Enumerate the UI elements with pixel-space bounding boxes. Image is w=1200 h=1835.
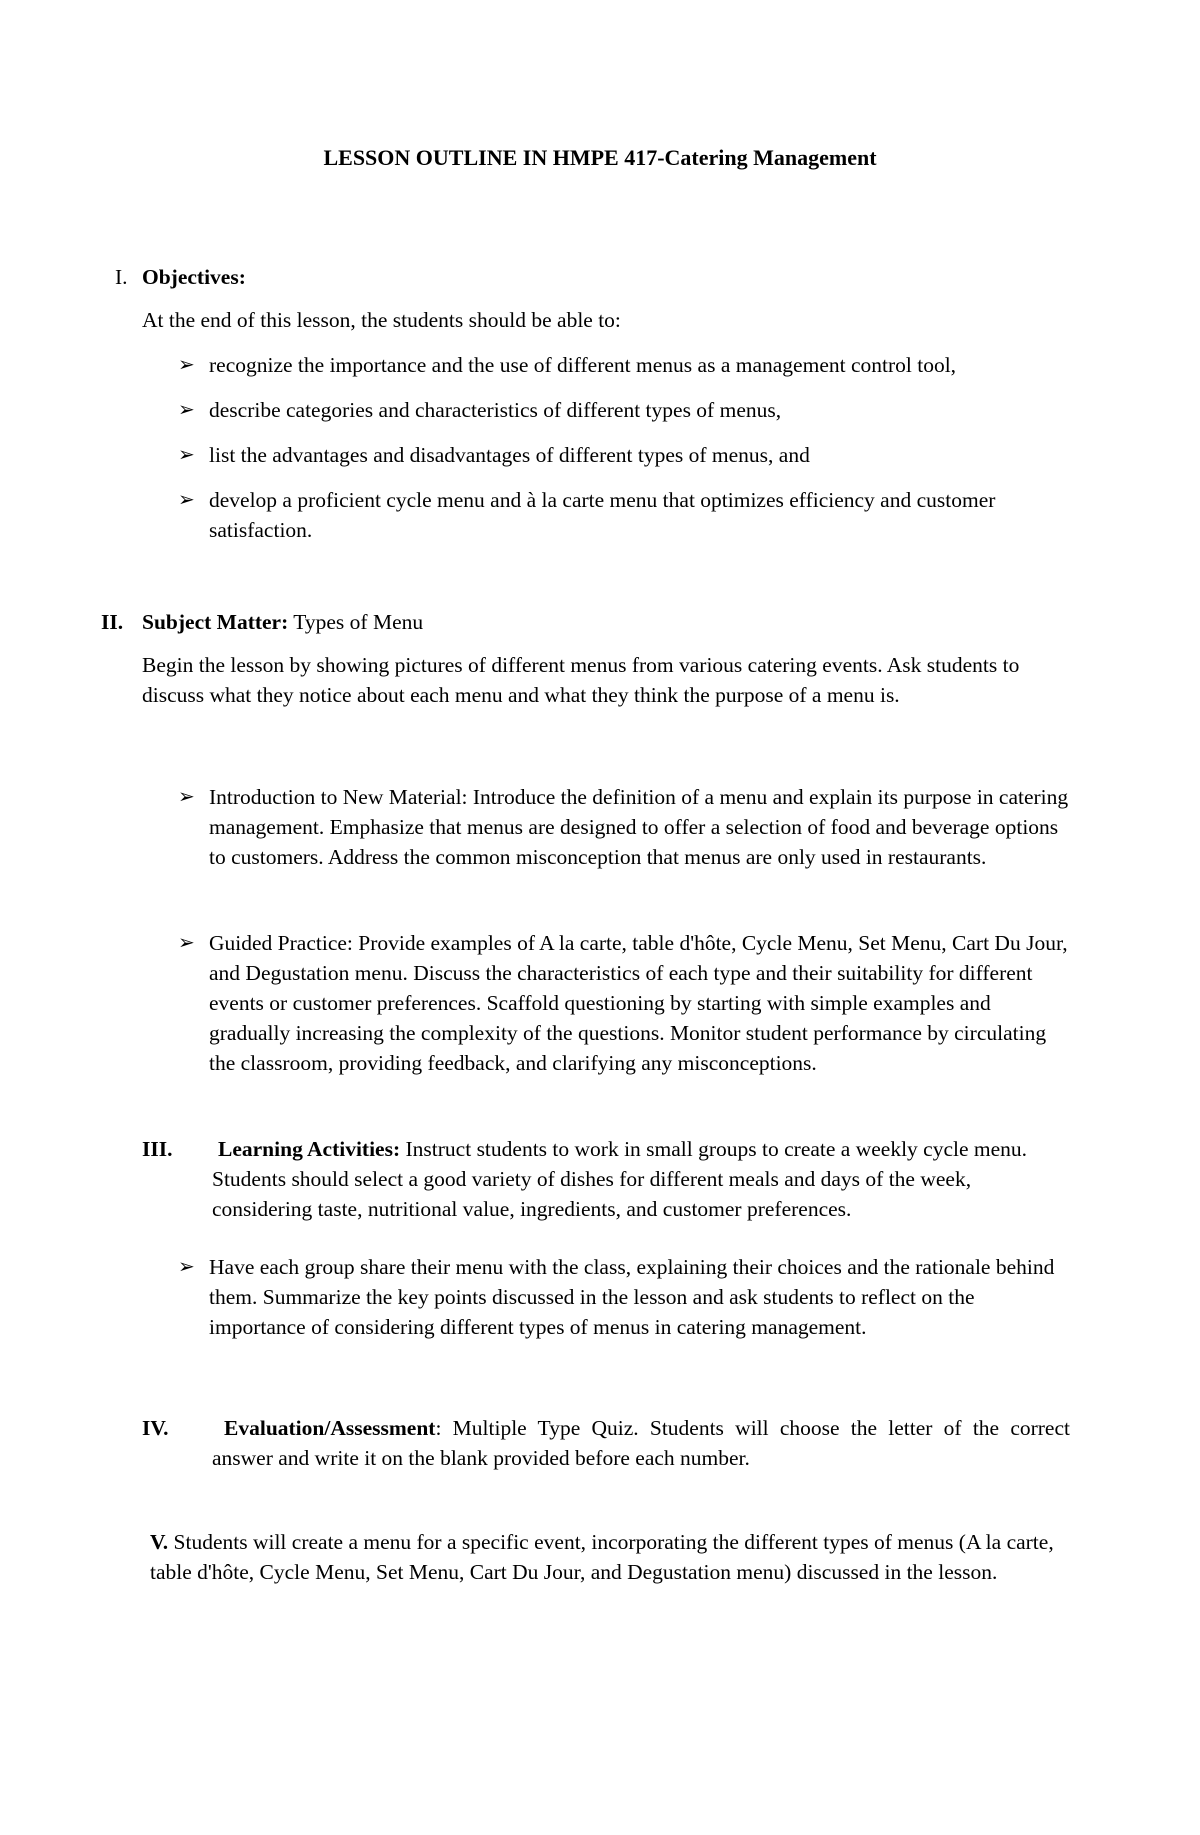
evaluation-heading: Evaluation/Assessment (224, 1416, 436, 1440)
evaluation-numeral: IV. (142, 1416, 169, 1440)
objective-item: ➢ describe categories and characteristics of different types of menus, (178, 395, 1078, 425)
arrow-bullet-icon: ➢ (178, 399, 195, 421)
arrow-bullet-icon: ➢ (178, 444, 195, 466)
subject-matter-heading: Subject Matter: (142, 610, 289, 634)
section-v-text-block (150, 1527, 1055, 1587)
arrow-bullet-icon: ➢ (178, 489, 195, 511)
learning-activities-item: ➢ Have each group share their menu with the class, explaining their choices and the rationale behind them. Summarize the key points discussed in the lesson and ask students to reflect on the importance of considering different types of menus in catering management. (178, 1252, 1070, 1342)
objective-item: ➢ develop a proficient cycle menu and à la carte menu that optimizes efficiency and customer satisfaction. (178, 485, 1008, 545)
subject-matter-intro: Begin the lesson by showing pictures of different menus from various catering events. Ask students to discuss what they notice about each menu and what they think the purpose of a menu is. (142, 653, 1020, 707)
learning-activities-heading: Learning Activities: (218, 1137, 401, 1161)
subject-matter-numeral: II. (101, 610, 124, 634)
subject-matter-item: ➢ Guided Practice: Provide examples of A la carte, table d'hôte, Cycle Menu, Set Menu, Cart Du Jour, and Degustation menu. Discuss the characteristics of each type and their suitability for different events or customer preferences. Scaffold questioning by starting with simple examples and gradually increasing the complexity of the questions. Monitor student performance by circulating the classroom, providing feedback, and clarifying any misconceptions. (178, 928, 1070, 1078)
section-v-numeral: V. (150, 1530, 169, 1554)
arrow-bullet-icon: ➢ (178, 932, 195, 954)
subject-matter-item: ➢ Introduction to New Material: Introduce the definition of a menu and explain its purpose in catering management. Emphasize that menus are designed to offer a selection of food and beverage options to customers. Address the common misconception that menus are only used in restaurants. (178, 782, 1070, 872)
learning-activities-numeral: III. (142, 1137, 173, 1161)
objectives-heading: Objectives: (142, 265, 246, 289)
evaluation-text: : Multiple Type Quiz. Students will choose the letter of the correct answer and write it on the blank provided before each number. (212, 1416, 1070, 1470)
arrow-bullet-icon: ➢ (178, 1256, 195, 1278)
learning-activities-text-block (212, 1134, 1070, 1224)
section-v-text: Students will create a menu for a specific event, incorporating the different types of menus (A la carte, table d'hôte, Cycle Menu, Set Menu, Cart Du Jour, and Degustation menu) discussed in the lesson. (150, 1530, 1054, 1584)
arrow-bullet-icon: ➢ (178, 354, 195, 376)
learning-activities-text: Instruct students to work in small groups to create a weekly cycle menu. Students should select a good variety of dishes for different meals and days of the week, considering taste, nutritional value, ingredients, and customer preferences. (212, 1137, 1028, 1221)
subject-matter-topic: Types of Menu (288, 610, 424, 634)
arrow-bullet-icon: ➢ (178, 786, 195, 808)
objectives-intro: At the end of this lesson, the students should be able to: (142, 308, 621, 332)
objective-item: ➢ recognize the importance and the use of different menus as a management control tool, (178, 350, 1078, 380)
objective-item: ➢ list the advantages and disadvantages of different types of menus, and (178, 440, 1078, 470)
subject-matter-line (142, 607, 423, 637)
objectives-numeral: I. (115, 265, 128, 289)
document-title: LESSON OUTLINE IN HMPE 417-Catering Management (323, 145, 877, 170)
evaluation-text-block (212, 1413, 1070, 1473)
